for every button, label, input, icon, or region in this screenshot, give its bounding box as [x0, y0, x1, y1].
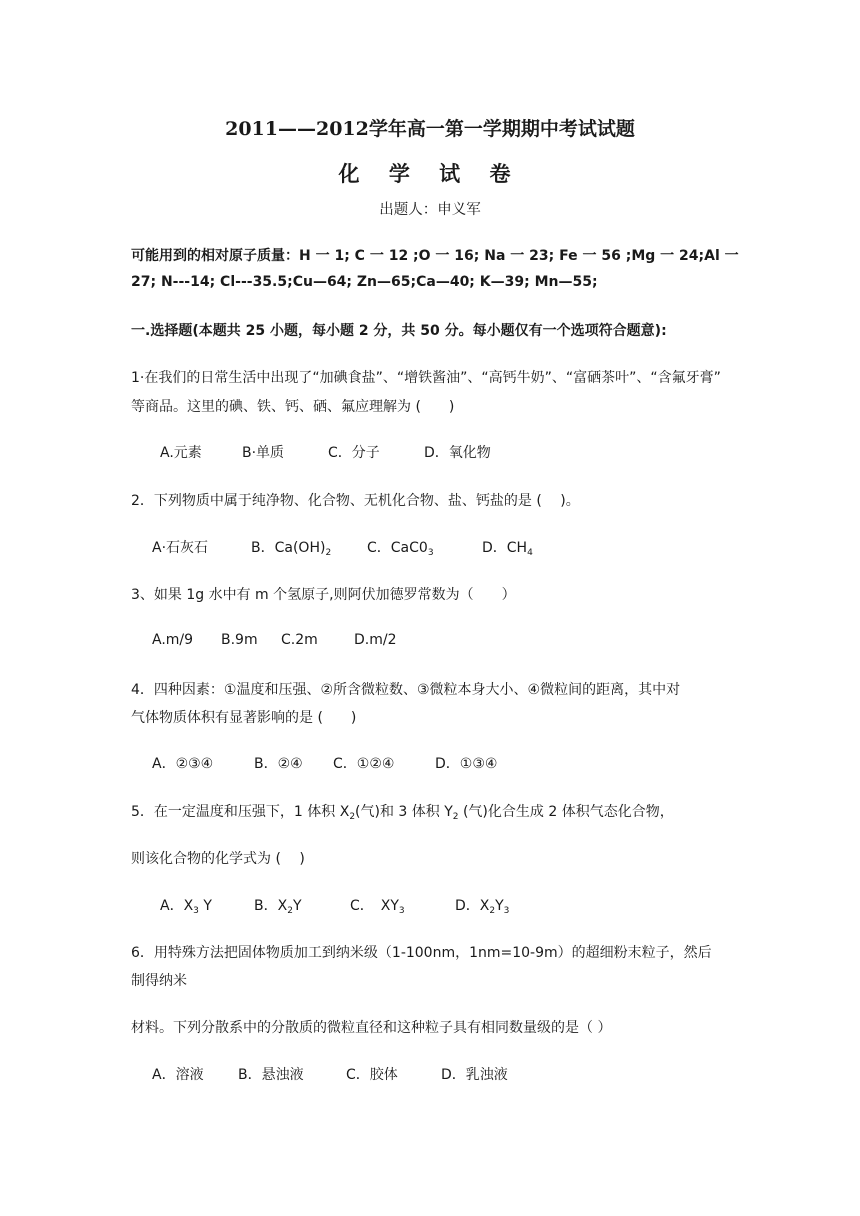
question-6-option-b: B．悬浊液: [238, 1067, 304, 1083]
question-6-option-c: C．胶体: [346, 1067, 398, 1083]
atomic-masses-line-1: 可能用到的相对原子质量：H 一 1; C 一 12 ;O 一 16; Na 一 23; Fe 一 56 ;Mg 一 24;Al 一: [131, 248, 739, 264]
question-6-option-a: A．溶液: [152, 1067, 204, 1083]
question-2-line-1: 2．下列物质中属于纯净物、化合物、无机化合物、盐、钙盐的是 ( )。: [131, 493, 580, 509]
question-5-option-a: A．$X_3$ Y: [160, 898, 212, 916]
question-6-line-2: 制得纳米: [131, 973, 187, 989]
exam-author: 出题人：申义军: [379, 202, 481, 218]
question-5-option-c: C． $XY_3$: [350, 898, 405, 916]
exam-title: 2011——2012学年高一第一学期期中考试试题: [225, 118, 635, 140]
question-3-option-b: B.9m: [221, 632, 258, 648]
question-4-option-d: D．①③④: [435, 756, 498, 772]
question-1-option-b: B·单质: [242, 445, 285, 461]
question-1-option-a: A.元素: [160, 445, 202, 461]
section-heading: 一.选择题(本题共 25 小题，每小题 2 分，共 50 分。每小题仅有一个选项符合题意):: [131, 323, 667, 339]
question-5-line-1: 5．在一定温度和压强下，1 体积 $X_2$(气)和 3 体积 $Y_2$ (气)化合生成 2 体积气态化合物，: [131, 804, 674, 822]
question-5-option-d: D．$X_2Y_3$: [455, 898, 510, 916]
question-5-option-b: B．$X_2Y$: [254, 898, 302, 916]
question-4-line-2: 气体物质体积有显著影响的是 ( ): [131, 710, 357, 726]
question-1-line-1: 1·在我们的日常生活中出现了“加碘食盐”、“增铁酱油”、“高钙牛奶”、“富硒茶叶”、“含氟牙膏”: [131, 370, 721, 386]
question-4-option-c: C．①②④: [333, 756, 395, 772]
exam-subtitle: 化 学 试 卷: [338, 161, 522, 186]
question-6-option-d: D．乳浊液: [441, 1067, 508, 1083]
question-1-line-2: 等商品。这里的碘、铁、钙、硒、氟应理解为 ( ): [131, 399, 455, 415]
question-2-option-b: B．$Ca(OH)_2$: [251, 540, 332, 558]
question-1-option-c: C．分子: [328, 445, 380, 461]
question-2-option-c: C．$CaC0_3$: [367, 540, 434, 558]
question-6-line-3: 材料。下列分散系中的分散质的微粒直径和这种粒子具有相同数量级的是（ ）: [131, 1020, 612, 1036]
question-5-line-2: 则该化合物的化学式为 ( ): [131, 851, 305, 867]
atomic-masses-line-2: 27; N---14; Cl---35.5;Cu—64; Zn—65;Ca—40; K—39; Mn—55;: [131, 274, 598, 290]
question-1-option-d: D．氧化物: [424, 445, 491, 461]
question-4-option-a: A．②③④: [152, 756, 214, 772]
question-4-line-1: 4．四种因素：①温度和压强、②所含微粒数、③微粒本身大小、④微粒间的距离，其中对: [131, 682, 681, 698]
question-2-option-a: A·石灰石: [152, 540, 209, 556]
question-6-line-1: 6．用特殊方法把固体物质加工到纳米级（1-100nm，1nm=10-9m）的超细粉末粒子，然后: [131, 945, 712, 961]
question-3-option-d: D.m/2: [354, 632, 397, 648]
question-3-line-1: 3、如果 1g 水中有 m 个氢原子,则阿伏加德罗常数为（ ）: [131, 587, 516, 603]
question-2-option-d: D．$CH_4$: [482, 540, 533, 558]
question-4-option-b: B．②④: [254, 756, 303, 772]
question-3-option-c: C.2m: [281, 632, 318, 648]
question-3-option-a: A.m/9: [152, 632, 194, 648]
